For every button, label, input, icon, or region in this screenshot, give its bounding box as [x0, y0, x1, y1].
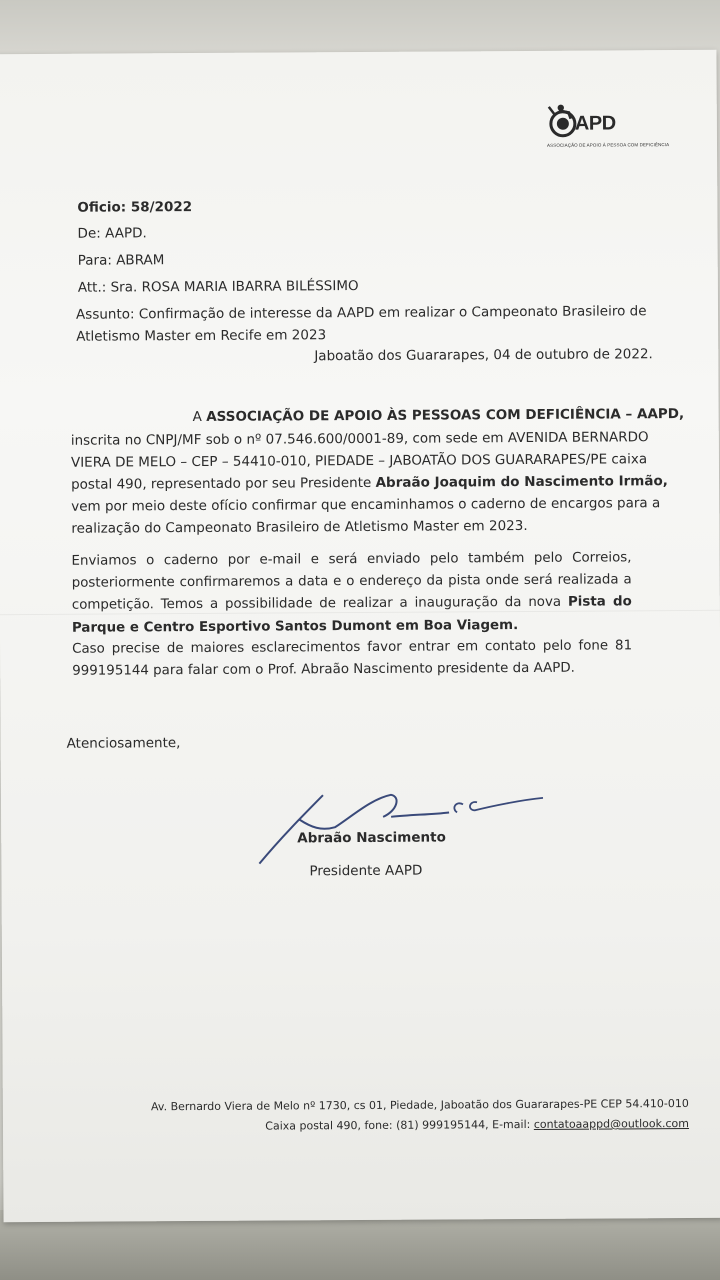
p1-line-1	[193, 406, 685, 425]
salutation: Atenciosamente,	[66, 735, 181, 752]
p1-line-5: vem por meio deste ofício confirmar que encaminhamos o caderno de encargos para a	[71, 495, 661, 515]
footer-contact	[265, 1117, 689, 1133]
letter-page	[0, 50, 720, 1222]
from-line: De: AAPD.	[77, 225, 147, 242]
subject-line-1: Assunto: Confirmação de interesse da AAPD em realizar o Campeonato Brasileiro de	[75, 303, 647, 323]
to-line: Para: ABRAM	[77, 252, 165, 269]
attention-line: Att.: Sra. ROSA MARIA IBARRA BILÉSSIMO	[77, 278, 359, 296]
email-link[interactable]: contatoaappd@outlook.com	[533, 1116, 690, 1131]
venue-name: Pista do Parque e Centro Esportivo Santos Dumont em Boa Viagem.	[71, 594, 632, 636]
oficio-number: Oficio: 58/2022	[77, 199, 193, 216]
organization-name: ASSOCIAÇÃO DE APOIO ÀS PESSOAS COM DEFICIÊNCIA – AAPD,	[206, 406, 685, 425]
paragraph-3: Caso precise de maiores esclarecimentos favor entrar em contato pelo fone 81 999195144 para falar com o Prof. Abraão Nascimento presidente da AAPD.	[72, 638, 633, 679]
logo-wordmark: APD	[574, 112, 616, 135]
footer-contact-prefix: Caixa postal 490, fone: (81) 999195144, E-mail:	[265, 1117, 534, 1133]
p1-line-2: inscrita no CNPJ/MF sob o nº 07.546.600/0001-89, com sede em AVENIDA BERNARDO	[70, 429, 649, 449]
signer-title: Presidente AAPD	[309, 862, 423, 880]
p1-line-4	[71, 473, 668, 493]
p1-line-6: realização do Campeonato Brasileiro de Atletismo Master em 2023.	[71, 517, 528, 537]
p2-text: Enviamos o caderno por e-mail e será enviado pelo também pelo Correios, posteriormente confirmaremos a data e o endereço da pista onde será realizada a competição. Temos a possibilidade de realizar a inauguração da nova	[71, 550, 632, 614]
signer-name: Abraão Nascimento	[297, 829, 446, 847]
logo-caption: ASSOCIAÇÃO DE APOIO À PESSOA COM DEFICIÊNCIA	[546, 142, 670, 148]
p1-line-4-prefix: postal 490, representado por seu Presidente	[71, 474, 376, 493]
subject-line-2: Atletismo Master em Recife em 2023	[76, 327, 327, 345]
paragraph-2	[71, 547, 632, 639]
p1-prefix: A	[192, 408, 207, 426]
footer-address: Av. Bernardo Viera de Melo nº 1730, cs 01, Piedade, Jaboatão dos Guararapes-PE CEP 54.410-010	[150, 1097, 689, 1114]
p1-line-3: VIERA DE MELO – CEP – 54410-010, PIEDADE – JABOATÃO DOS GUARARAPES/PE caixa	[70, 451, 648, 471]
place-date: Jaboatão dos Guararapes, 04 de outubro de 2022.	[314, 346, 653, 365]
president-name: Abraão Joaquim do Nascimento Irmão,	[375, 473, 668, 491]
handwritten-signature	[251, 786, 551, 868]
aapd-logo	[545, 102, 670, 155]
